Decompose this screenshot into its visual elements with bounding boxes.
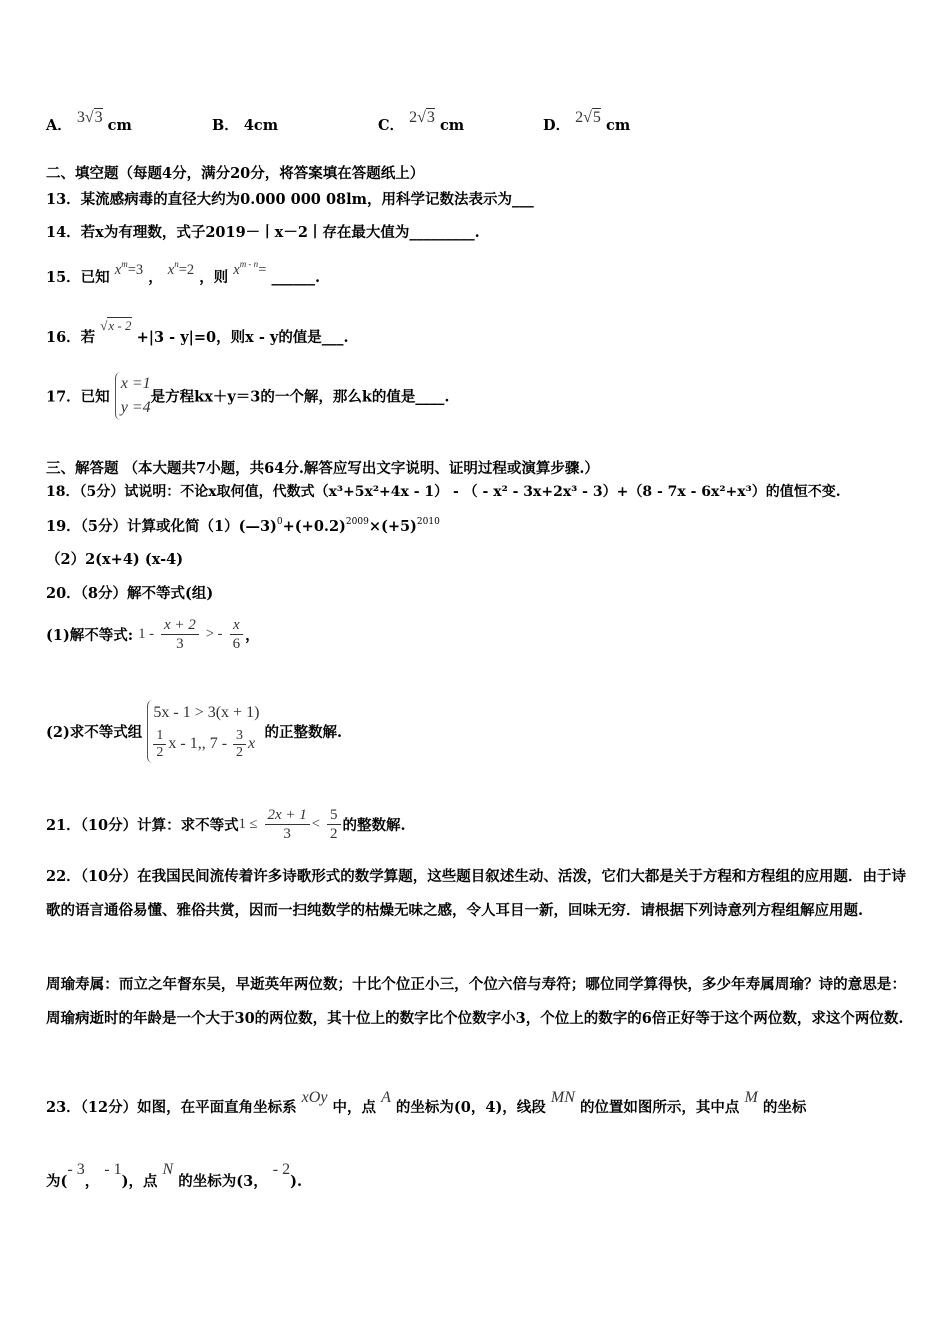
q23-point-m: M xyxy=(744,1089,758,1106)
option-c-value: 2√3 xyxy=(409,109,435,126)
q16-sqrt: √x - 2 xyxy=(100,318,132,333)
q23-p4: 的位置如图所示，其中点 xyxy=(579,1099,740,1116)
q17-eq2: y =4 xyxy=(120,399,151,416)
q15-exp3: m - n xyxy=(239,259,259,269)
question-20-part2 xyxy=(46,700,342,763)
q19-sup2: 2010 xyxy=(416,517,440,527)
q15-expr1 xyxy=(115,261,143,278)
q17-eq1: x =1 xyxy=(120,375,151,392)
q23-mx: - 3 xyxy=(67,1161,85,1178)
option-a-coef: 3 xyxy=(76,109,85,126)
q23-p1: 23．（12分）如图，在平面直角坐标系 xyxy=(46,1099,297,1116)
q15-expr3 xyxy=(233,261,266,278)
q20-p2-d2: 2 xyxy=(236,745,244,760)
q15-val2: =2 xyxy=(178,262,195,278)
question-20-part1 xyxy=(46,616,260,653)
option-c xyxy=(378,109,465,135)
q15-prefix: 15．已知 xyxy=(46,269,110,286)
option-c-label: C． xyxy=(378,117,405,134)
q15-tail: ______. xyxy=(271,269,320,286)
q15-exp1: m xyxy=(121,259,128,269)
option-a-radicand: 3 xyxy=(94,109,103,126)
q15-base3: x xyxy=(233,262,240,278)
q17-tail: 是方程kx＋y＝3的一个解，那么k的值是____. xyxy=(150,388,450,406)
q15-eq3: = xyxy=(258,262,267,278)
question-20: 20．（8分）解不等式(组) xyxy=(46,585,214,602)
option-a-value: 3√3 xyxy=(76,109,103,126)
q21-frac1 xyxy=(265,806,310,843)
q20-p1-mid: > - xyxy=(205,626,223,642)
q23-xoy: xOy xyxy=(301,1089,328,1106)
q21-num2: 5 xyxy=(327,806,341,825)
option-d-unit: cm xyxy=(605,117,631,134)
q21-frac2 xyxy=(327,806,341,843)
option-d xyxy=(543,109,631,135)
q21-den2: 2 xyxy=(330,826,338,842)
option-b xyxy=(212,114,278,135)
option-a-label: A． xyxy=(46,117,72,134)
option-d-radicand: 5 xyxy=(592,109,601,126)
q16-prefix: 16．若 xyxy=(46,329,96,346)
question-15 xyxy=(46,259,320,287)
q20-p1-den1: 3 xyxy=(176,636,184,652)
q23-point-a: A xyxy=(381,1089,391,1106)
q17-prefix: 17．已知 xyxy=(46,388,110,406)
q16-tail: +|3 - y|=0，则x - y的值是___. xyxy=(136,329,349,346)
question-23-line2 xyxy=(46,1161,303,1191)
option-d-coef: 2 xyxy=(575,109,584,126)
q23-l2a: 为( xyxy=(46,1173,68,1190)
option-c-unit: cm xyxy=(439,117,465,134)
q20-p2-n2: 3 xyxy=(233,728,246,745)
question-14: 14．若x为有理数，式子2019－丨x－2丨存在最大值为_________. xyxy=(46,224,480,241)
q15-val1: =3 xyxy=(127,262,144,278)
question-21 xyxy=(46,806,406,843)
q20-p1-label: (1)解不等式: xyxy=(46,627,134,644)
q15-base2: x xyxy=(167,262,175,278)
q19-sup1: 2009 xyxy=(345,517,369,527)
option-a xyxy=(46,109,132,135)
q15-expr2 xyxy=(168,261,194,278)
q20-p1-num2: x xyxy=(230,616,243,635)
q23-l2b: ， xyxy=(84,1173,100,1190)
q20-p2-n1: 1 xyxy=(153,728,166,745)
q15-sep2: ，则 xyxy=(199,269,229,286)
q19-prefix: 19．（5分）计算或化简（1）(—3) xyxy=(46,518,277,535)
q19-mid2: ×(+5) xyxy=(368,518,417,535)
option-b-value: 4cm xyxy=(243,117,279,134)
q21-mid: < xyxy=(311,816,320,832)
question-23 xyxy=(46,1089,807,1117)
q23-segment-mn: MN xyxy=(550,1089,575,1106)
q15-sep1: ， xyxy=(148,269,163,286)
q20-p1-lead: 1 - xyxy=(138,626,154,642)
option-c-radicand: 3 xyxy=(426,109,435,126)
q20-p1-num1: x + 2 xyxy=(161,616,199,635)
question-16 xyxy=(46,318,349,347)
section2-heading: 二、填空题（每题4分，满分20分，将答案填在答题纸上） xyxy=(46,165,425,182)
q20-p2-label: (2)求不等式组 xyxy=(46,724,143,741)
q23-l2d: 的坐标为(3， xyxy=(178,1173,268,1190)
q20-p1-frac1 xyxy=(161,616,199,653)
q23-point-n: N xyxy=(162,1161,174,1178)
option-c-coef: 2 xyxy=(409,109,418,126)
option-d-value: 2√5 xyxy=(575,109,601,126)
q15-exp2: n xyxy=(174,259,179,269)
q23-l2e: ). xyxy=(290,1173,303,1190)
question-19-part2: （2）2(x+4) (x-4) xyxy=(46,551,184,568)
option-d-label: D． xyxy=(543,117,571,134)
option-b-label: B． xyxy=(212,117,239,134)
question-18: 18．（5分）试说明：不论x取何值，代数式（x³+5x²+4x - 1） - （ - x² - 3x+2x³ - 3）+（8 - 7x - 6x²+x³）的值恒不变. xyxy=(46,484,841,500)
q19-mid1: +(+0.2) xyxy=(282,518,346,535)
q23-p3: 的坐标为(0，4)，线段 xyxy=(395,1099,546,1116)
q23-l2c: )，点 xyxy=(121,1173,158,1190)
q23-my: - 1 xyxy=(104,1161,122,1178)
q21-den1: 3 xyxy=(283,826,291,842)
question-17 xyxy=(46,372,449,420)
q20-p2-frac2 xyxy=(233,728,246,761)
q20-p2-eq1: 5x - 1 > 3(x + 1) xyxy=(153,704,260,721)
q20-p2-d1: 2 xyxy=(156,745,164,760)
q23-ny: - 2 xyxy=(272,1161,291,1178)
question-22-poem: 周瑜寿属：而立之年督东吴，早逝英年两位数；十比个位正小三，个位六倍与寿符；哪位同学算得快，多少年寿属周瑜？诗的意思是：周瑜病逝时的年龄是一个大于30的两位数，其十位上的数字比个位数字小3，个位上的数字的6倍正好等于这个两位数，求这个两位数. xyxy=(46,976,906,1027)
q16-radicand: x - 2 xyxy=(108,318,132,333)
q20-p1-den2: 6 xyxy=(232,636,241,652)
q21-lead: 1 ≤ xyxy=(238,816,258,832)
question-22: 22．（10分）在我国民间流传着许多诗歌形式的数学算题，这些题目叙述生动、活泼，它们大都是关于方程和方程组的应用题．由于诗歌的语言通俗易懂、雅俗共赏，因而一扫纯数学的枯燥无味之感，令人耳目一新，回味无穷．请根据下列诗意列方程组解应用题. xyxy=(46,868,906,919)
q15-base1: x xyxy=(114,262,122,278)
question-13: 13．某流感病毒的直径大约为0.000 000 08lm，用科学记数法表示为___ xyxy=(46,191,534,208)
q20-p2-eq2 xyxy=(153,728,259,761)
q21-tail: 的整数解. xyxy=(342,817,406,834)
q20-p2-system xyxy=(147,700,259,763)
q23-p2: 中，点 xyxy=(332,1099,376,1116)
q19-sup0: 0 xyxy=(276,517,283,527)
q20-p2-mid: x - 1,, 7 - xyxy=(168,735,228,753)
q20-p1-frac2 xyxy=(230,616,244,653)
question-19 xyxy=(46,515,440,536)
option-a-unit: cm xyxy=(107,117,132,134)
q20-p2-end: x xyxy=(248,735,256,753)
q23-p5: 的坐标 xyxy=(762,1099,807,1116)
section3-heading: 三、解答题 （本大题共7小题，共64分.解答应写出文字说明、证明过程或演算步骤.） xyxy=(46,460,599,477)
q20-p2-frac1 xyxy=(153,728,166,761)
q21-num1: 2x + 1 xyxy=(265,806,310,825)
q20-p1-end: ， xyxy=(245,627,260,644)
q21-prefix: 21．（10分）计算：求不等式 xyxy=(46,817,239,834)
q17-system xyxy=(115,372,151,420)
q20-p2-tail: 的正整数解. xyxy=(264,724,343,741)
